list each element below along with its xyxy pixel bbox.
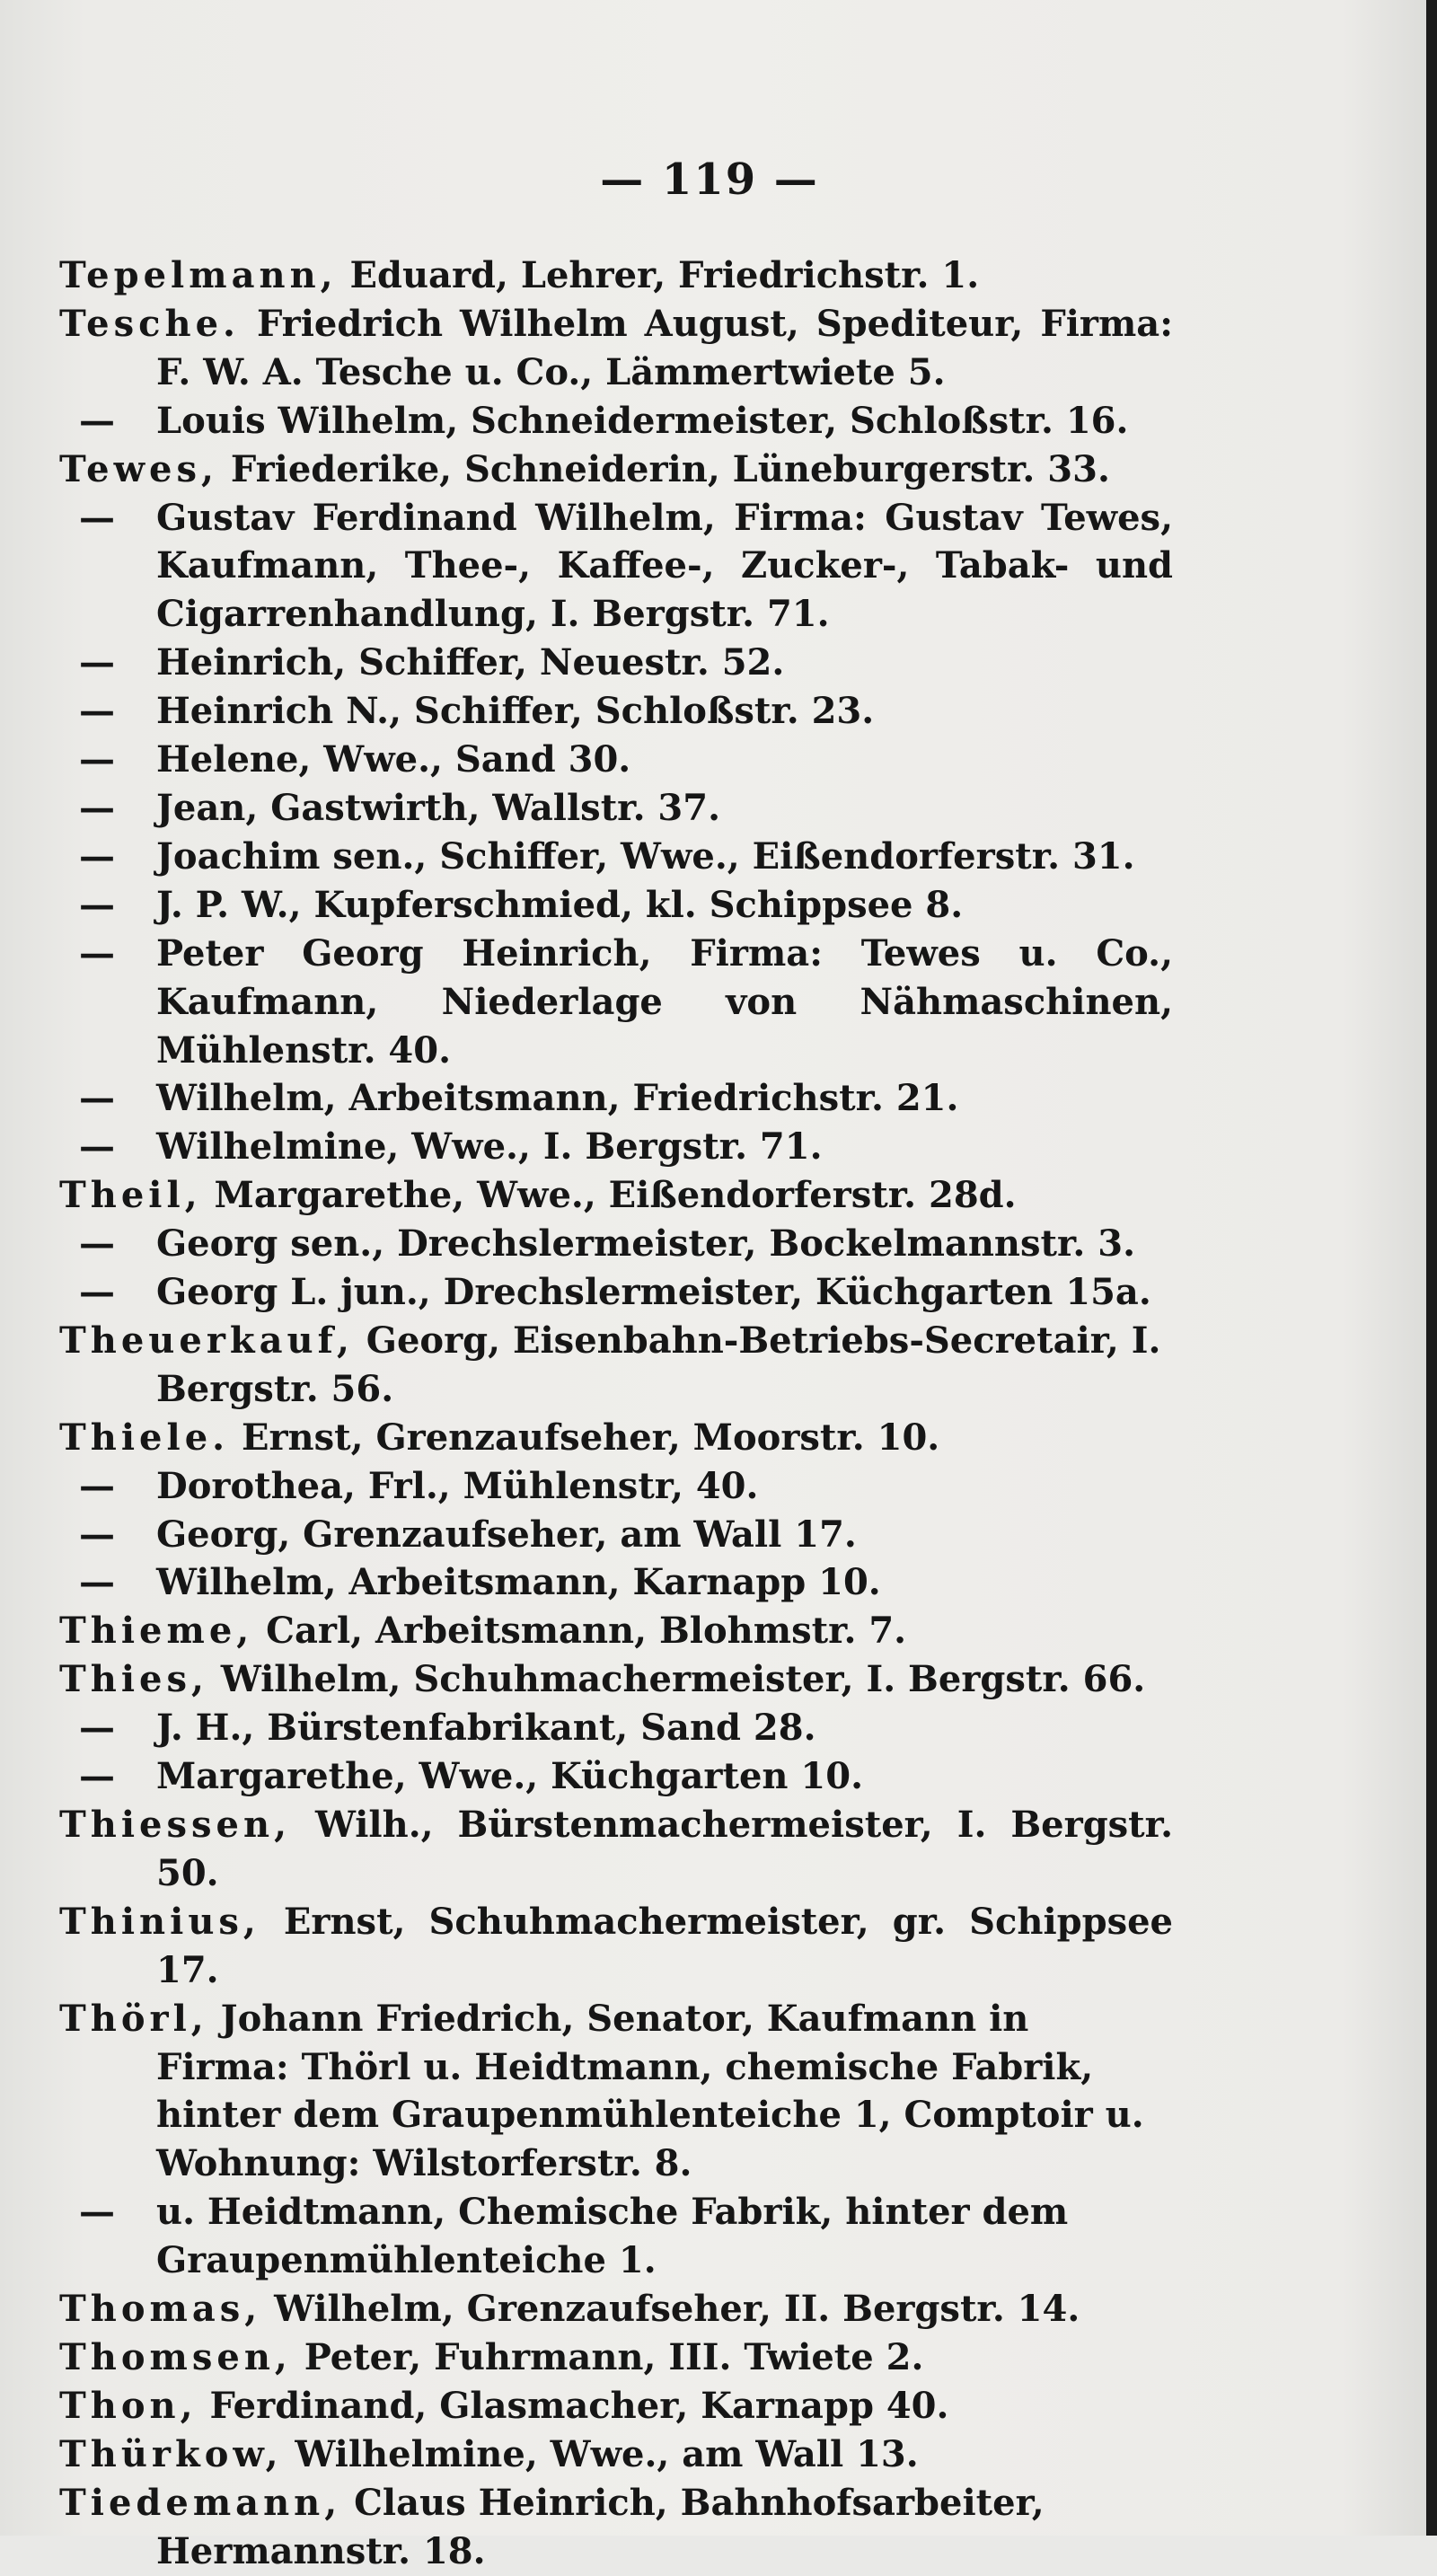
entry-text: Helene, Wwe., Sand 30. xyxy=(156,738,631,781)
entry-text: Ernst, Grenzaufseher, Moorstr. 10. xyxy=(229,1416,940,1459)
directory-entry xyxy=(59,2430,1173,2479)
entry-dash: — xyxy=(79,1077,115,1120)
directory-entry xyxy=(59,1655,1173,1704)
entry-dash: — xyxy=(79,1513,115,1556)
directory-entry xyxy=(59,1752,1173,1801)
directory-entry xyxy=(59,1123,1173,1171)
directory-entry xyxy=(59,1558,1173,1607)
entry-text: Heinrich N., Schiffer, Schloßstr. 23. xyxy=(156,690,875,733)
directory-entry xyxy=(59,2479,1173,2576)
entry-surname: Tiedemann, xyxy=(59,2481,342,2524)
entry-dash: — xyxy=(79,641,115,684)
entry-dash: — xyxy=(79,1755,115,1798)
entry-text: Peter, Fuhrmann, III. Twiete 2. xyxy=(291,2335,924,2378)
entry-dash: — xyxy=(79,399,115,442)
entry-text: J. H., Bürstenfabrikant, Sand 28. xyxy=(156,1707,816,1750)
entry-dash: — xyxy=(79,1271,115,1314)
entry-text: Gustav Ferdinand Wilhelm, Firma: Gustav Tewes, Kaufmann, Thee-, Kaffee-, Zucker-, Tabak- und Cigarrenhandlung, I. Bergstr. 71. xyxy=(156,496,1173,636)
entry-text: u. Heidtmann, Chemische Fabrik, hinter dem Graupenmühlenteiche 1. xyxy=(156,2191,1069,2282)
entry-text: J. P. W., Kupferschmied, kl. Schippsee 8. xyxy=(156,883,964,926)
entry-text: Georg sen., Drechslermeister, Bockelmannstr. 3. xyxy=(156,1222,1136,1266)
entry-dash: — xyxy=(79,1464,115,1507)
directory-entry xyxy=(59,784,1173,833)
entry-dash: — xyxy=(79,1125,115,1169)
entry-text: Ernst, Schuhmachermeister, gr. Schippsee 17. xyxy=(156,1900,1173,1991)
directory-entry xyxy=(59,1074,1173,1123)
directory-entry xyxy=(59,1462,1173,1511)
directory-entry xyxy=(59,881,1173,930)
directory-entry xyxy=(59,930,1173,1075)
entry-text: Margarethe, Wwe., Küchgarten 10. xyxy=(156,1755,864,1798)
entry-text: Georg L. jun., Drechslermeister, Küchgarten 15a. xyxy=(156,1271,1151,1314)
entry-text: Wilh., Bürstenmachermeister, I. Bergstr. 50. xyxy=(156,1804,1173,1894)
entry-dash: — xyxy=(79,496,115,539)
directory-entry xyxy=(59,300,1173,397)
page-number: — 119 — xyxy=(600,154,819,205)
directory-entry xyxy=(59,2285,1173,2333)
entry-surname: Thinius, xyxy=(59,1900,260,1943)
entry-dash: — xyxy=(79,1707,115,1750)
entry-dash: — xyxy=(79,2191,115,2234)
directory-entry xyxy=(59,1898,1173,1995)
entry-surname: Thürkow, xyxy=(59,2432,283,2475)
directory-entry xyxy=(59,494,1173,640)
directory-entry xyxy=(59,687,1173,736)
entry-surname: Thies, xyxy=(59,1658,208,1701)
entry-text: Wilhelmine, Wwe., am Wall 13. xyxy=(282,2432,919,2475)
directory-entry xyxy=(59,639,1173,687)
entry-dash: — xyxy=(79,738,115,781)
entry-text: Eduard, Lehrer, Friedrichstr. 1. xyxy=(337,254,980,296)
directory-entry xyxy=(59,1511,1173,1559)
directory-entry xyxy=(59,1801,1173,1898)
directory-entry xyxy=(59,251,1173,300)
entry-surname: Tesche. xyxy=(59,302,240,345)
entry-surname: Thörl, xyxy=(59,1997,208,2040)
directory-entry xyxy=(59,1704,1173,1752)
page-edge-shadow xyxy=(1426,0,1437,2536)
entry-text: Peter Georg Heinrich, Firma: Tewes u. Co., Kaufmann, Niederlage von Nähmaschinen, Mühlenstr. 40. xyxy=(156,931,1173,1072)
entry-text: Wilhelmine, Wwe., I. Bergstr. 71. xyxy=(156,1125,823,1169)
entry-dash: — xyxy=(79,690,115,733)
entry-dash: — xyxy=(79,786,115,829)
directory-entry xyxy=(59,1220,1173,1268)
directory-entry xyxy=(59,1995,1173,2189)
entry-text: Margarethe, Wwe., Eißendorferstr. 28d. xyxy=(201,1174,1017,1217)
entry-text: Wilhelm, Grenzaufseher, II. Bergstr. 14. xyxy=(261,2288,1080,2331)
entry-surname: Thieme, xyxy=(59,1610,254,1653)
entry-surname: Tepelmann, xyxy=(59,254,338,296)
entry-dash: — xyxy=(79,1561,115,1604)
entry-surname: Thiessen, xyxy=(59,1804,291,1846)
entry-text: Johann Friedrich, Senator, Kaufmann in Firma: Thörl u. Heidtmann, chemische Fabrik, hinter dem Graupenmühlenteiche 1, Comptoir u. Wohnung: Wilstorferstr. 8. xyxy=(156,1997,1144,2185)
entry-text: Wilhelm, Arbeitsmann, Friedrichstr. 21. xyxy=(156,1077,959,1120)
entry-dash: — xyxy=(79,1222,115,1266)
entry-text: Claus Heinrich, Bahnhofsarbeiter, Hermannstr. 18. xyxy=(156,2481,1045,2572)
directory-entry xyxy=(59,736,1173,784)
entry-surname: Thomsen, xyxy=(59,2335,292,2378)
directory-entry xyxy=(59,1171,1173,1220)
directory-entry xyxy=(59,2382,1173,2430)
directory-entry xyxy=(59,833,1173,881)
entry-dash: — xyxy=(79,834,115,878)
entry-surname: Thon, xyxy=(59,2384,198,2427)
directory-entry xyxy=(59,1317,1173,1414)
entry-surname: Theil, xyxy=(59,1174,202,1217)
entry-text: Carl, Arbeitsmann, Blohmstr. 7. xyxy=(253,1610,907,1653)
directory-entries xyxy=(59,251,1173,2576)
entry-text: Georg, Eisenbahn-Betriebs-Secretair, I. Bergstr. 56. xyxy=(156,1319,1161,1410)
directory-entry xyxy=(59,397,1173,446)
directory-entry xyxy=(59,1414,1173,1462)
entry-surname: Thiele. xyxy=(59,1416,230,1459)
entry-surname: Tewes, xyxy=(59,447,218,490)
directory-entry xyxy=(59,2333,1173,2382)
entry-surname: Thomas, xyxy=(59,2288,262,2331)
entry-text: Dorothea, Frl., Mühlenstr, 40. xyxy=(156,1464,759,1507)
entry-text: Joachim sen., Schiffer, Wwe., Eißendorferstr. 31. xyxy=(156,834,1135,878)
entry-text: Friederike, Schneiderin, Lüneburgerstr. 33. xyxy=(217,447,1110,490)
entry-text: Ferdinand, Glasmacher, Karnapp 40. xyxy=(197,2384,949,2427)
entry-text: Louis Wilhelm, Schneidermeister, Schloßstr. 16. xyxy=(156,399,1129,442)
entry-dash: — xyxy=(79,883,115,926)
directory-entry xyxy=(59,2188,1173,2285)
entry-text: Heinrich, Schiffer, Neuestr. 52. xyxy=(156,641,785,684)
entry-text: Wilhelm, Arbeitsmann, Karnapp 10. xyxy=(156,1561,881,1604)
entry-text: Jean, Gastwirth, Wallstr. 37. xyxy=(156,786,721,829)
entry-dash: — xyxy=(79,931,115,975)
directory-entry xyxy=(59,1607,1173,1655)
directory-entry xyxy=(59,446,1173,494)
entry-text: Friedrich Wilhelm August, Spediteur, Firma: F. W. A. Tesche u. Co., Lämmertwiete 5. xyxy=(156,302,1173,393)
entry-surname: Theuerkauf, xyxy=(59,1319,354,1362)
entry-text: Georg, Grenzaufseher, am Wall 17. xyxy=(156,1513,857,1556)
entry-text: Wilhelm, Schuhmachermeister, I. Bergstr. 66. xyxy=(207,1658,1146,1701)
directory-entry xyxy=(59,1268,1173,1317)
